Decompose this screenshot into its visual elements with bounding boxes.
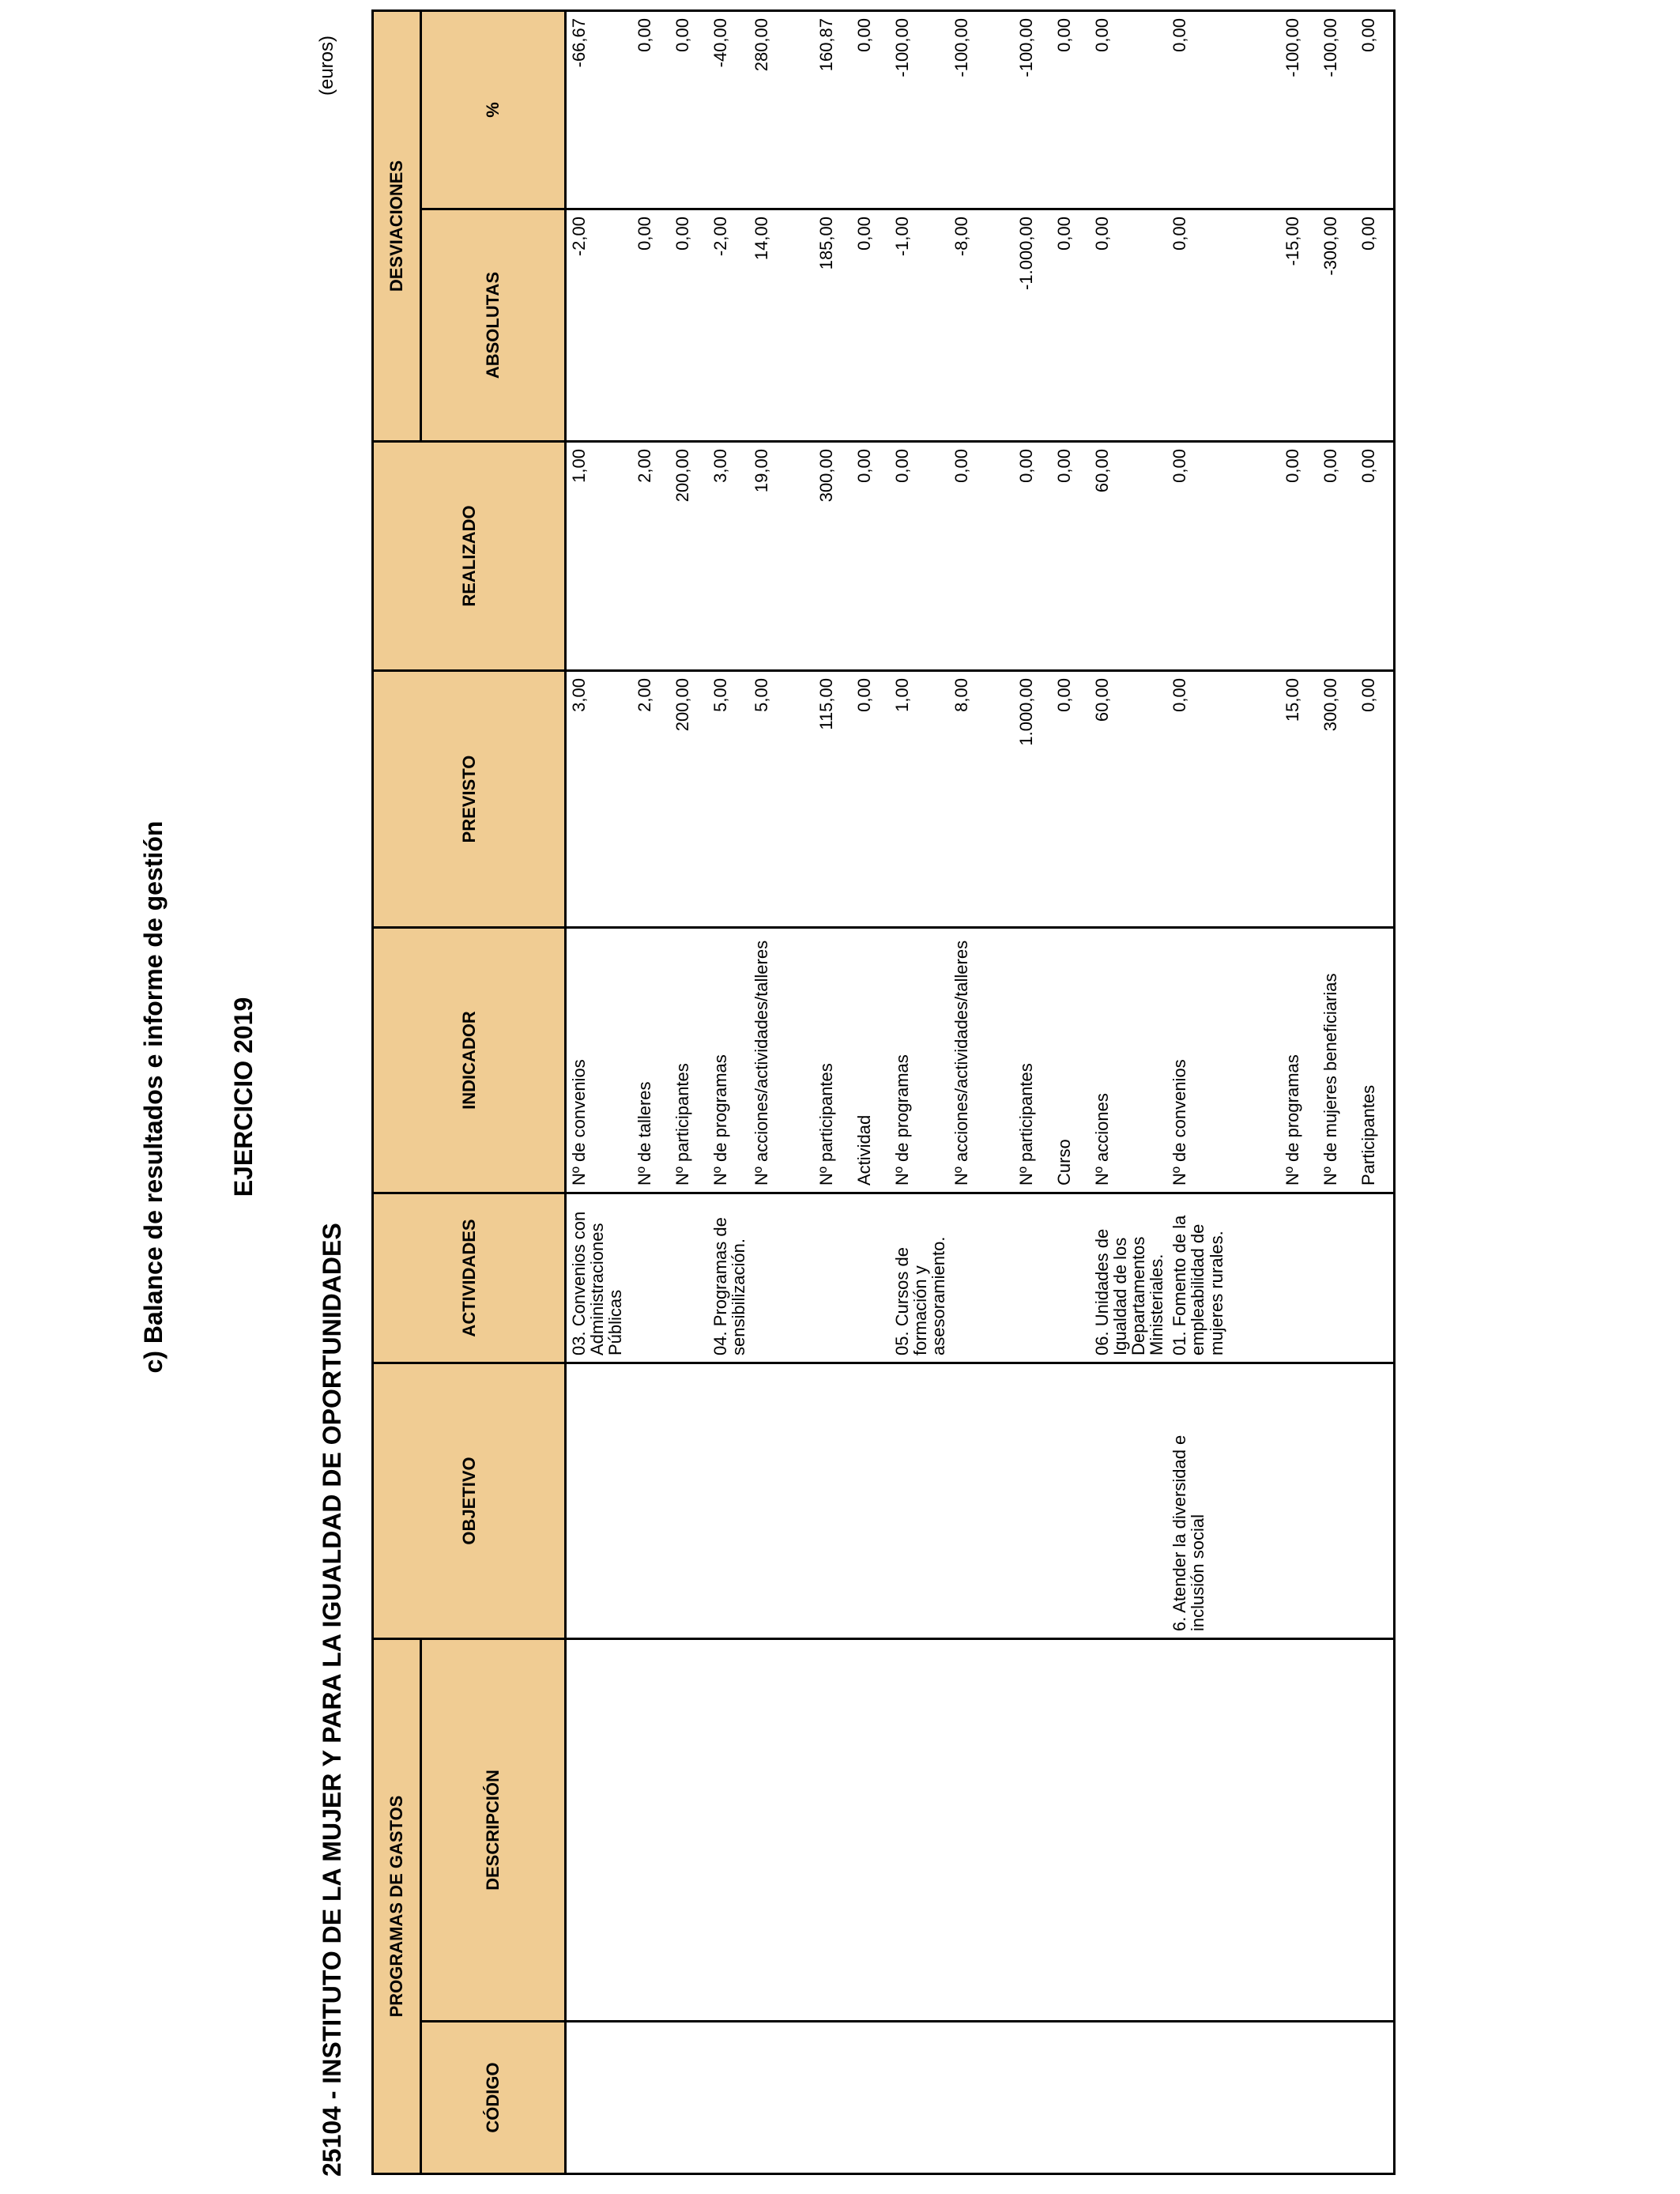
table-row xyxy=(566,10,632,2173)
cell-indicador: Nº de programas xyxy=(708,928,749,1193)
units-label: (euros) xyxy=(316,35,337,96)
cell-descripcion xyxy=(1090,1639,1167,2022)
cell-previsto: 1.000,00 xyxy=(1014,671,1052,928)
cell-previsto: 5,00 xyxy=(749,671,814,928)
cell-actividad xyxy=(670,1193,708,1363)
cell-porcentaje: 0,00 xyxy=(1356,10,1394,209)
cell-indicador: Nº de convenios xyxy=(1167,928,1280,1193)
cell-porcentaje: 0,00 xyxy=(1052,10,1090,209)
cell-codigo xyxy=(708,2022,749,2174)
cell-objetivo xyxy=(814,1363,852,1639)
cell-codigo xyxy=(814,2022,852,2174)
cell-objetivo xyxy=(1014,1363,1052,1639)
cell-codigo xyxy=(1167,2022,1280,2174)
cell-descripcion xyxy=(949,1639,1014,2022)
cell-realizado: 0,00 xyxy=(890,442,949,671)
cell-previsto: 2,00 xyxy=(632,671,670,928)
cell-absolutas: 0,00 xyxy=(632,209,670,442)
table-row xyxy=(814,10,852,2173)
cell-previsto: 15,00 xyxy=(1280,671,1318,928)
cell-objetivo xyxy=(852,1363,890,1639)
table-row xyxy=(632,10,670,2173)
cell-previsto: 3,00 xyxy=(566,671,632,928)
cell-actividad: 01. Fomento de la empleabilidad de mujeres rurales. xyxy=(1167,1193,1280,1363)
cell-previsto: 0,00 xyxy=(852,671,890,928)
cell-realizado: 2,00 xyxy=(632,442,670,671)
cell-objetivo xyxy=(1280,1363,1318,1639)
cell-previsto: 60,00 xyxy=(1090,671,1167,928)
cell-porcentaje: -100,00 xyxy=(1318,10,1356,209)
cell-porcentaje: -100,00 xyxy=(1280,10,1318,209)
table-row xyxy=(949,10,1014,2173)
results-table xyxy=(371,9,1396,2175)
table-row xyxy=(1167,10,1280,2173)
cell-porcentaje: 0,00 xyxy=(852,10,890,209)
cell-absolutas: -300,00 xyxy=(1318,209,1356,442)
cell-indicador: Nº de talleres xyxy=(632,928,670,1193)
cell-indicador: Nº de programas xyxy=(1280,928,1318,1193)
cell-porcentaje: 160,87 xyxy=(814,10,852,209)
table-row xyxy=(1356,10,1394,2173)
cell-objetivo xyxy=(949,1363,1014,1639)
cell-absolutas: -8,00 xyxy=(949,209,1014,442)
cell-actividad: 04. Programas de sensibilización. xyxy=(708,1193,749,1363)
cell-realizado: 0,00 xyxy=(1356,442,1394,671)
table-row xyxy=(1280,10,1318,2173)
group-header-programas: PROGRAMAS DE GASTOS xyxy=(373,1639,421,2174)
cell-objetivo xyxy=(1356,1363,1394,1639)
cell-descripcion xyxy=(1280,1639,1318,2022)
table-row xyxy=(1052,10,1090,2173)
table-row xyxy=(1318,10,1356,2173)
cell-descripcion xyxy=(852,1639,890,2022)
cell-realizado: 19,00 xyxy=(749,442,814,671)
cell-realizado: 3,00 xyxy=(708,442,749,671)
cell-descripcion xyxy=(890,1639,949,2022)
cell-actividad: 05. Cursos de formación y asesoramiento. xyxy=(890,1193,949,1363)
cell-realizado: 0,00 xyxy=(1280,442,1318,671)
cell-absolutas: 0,00 xyxy=(1052,209,1090,442)
cell-absolutas: -15,00 xyxy=(1280,209,1318,442)
col-header-realizado: REALIZADO xyxy=(373,442,566,671)
cell-codigo xyxy=(1280,2022,1318,2174)
cell-actividad xyxy=(632,1193,670,1363)
group-header-desviaciones: DESVIACIONES xyxy=(373,10,421,441)
cell-descripcion xyxy=(1167,1639,1280,2022)
cell-objetivo xyxy=(670,1363,708,1639)
table-body xyxy=(566,10,1395,2173)
cell-absolutas: -2,00 xyxy=(566,209,632,442)
cell-descripcion xyxy=(814,1639,852,2022)
col-header-descripcion: DESCRIPCIÓN xyxy=(421,1639,566,2022)
cell-descripcion xyxy=(749,1639,814,2022)
cell-actividad xyxy=(814,1193,852,1363)
section-title: c) Balance de resultados e informe de gestión xyxy=(139,820,168,1374)
cell-actividad xyxy=(1318,1193,1356,1363)
cell-indicador: Curso xyxy=(1052,928,1090,1193)
cell-realizado: 0,00 xyxy=(1318,442,1356,671)
cell-realizado: 0,00 xyxy=(1052,442,1090,671)
cell-objetivo xyxy=(566,1363,632,1639)
cell-realizado: 0,00 xyxy=(852,442,890,671)
cell-codigo xyxy=(1356,2022,1394,2174)
cell-actividad xyxy=(1356,1193,1394,1363)
col-header-objetivo: OBJETIVO xyxy=(373,1363,566,1639)
col-header-porcentaje: % xyxy=(421,10,566,209)
cell-descripcion xyxy=(1014,1639,1052,2022)
cell-objetivo xyxy=(1052,1363,1090,1639)
cell-codigo xyxy=(1090,2022,1167,2174)
cell-descripcion xyxy=(632,1639,670,2022)
cell-absolutas: -2,00 xyxy=(708,209,749,442)
cell-codigo xyxy=(949,2022,1014,2174)
table-row xyxy=(852,10,890,2173)
cell-previsto: 300,00 xyxy=(1318,671,1356,928)
cell-descripcion xyxy=(1052,1639,1090,2022)
cell-absolutas: -1.000,00 xyxy=(1014,209,1052,442)
cell-codigo xyxy=(749,2022,814,2174)
cell-absolutas: 14,00 xyxy=(749,209,814,442)
cell-objetivo xyxy=(708,1363,749,1639)
cell-previsto: 200,00 xyxy=(670,671,708,928)
cell-indicador: Nº acciones/actividades/talleres xyxy=(749,928,814,1193)
cell-realizado: 0,00 xyxy=(949,442,1014,671)
cell-codigo xyxy=(632,2022,670,2174)
cell-porcentaje: 0,00 xyxy=(632,10,670,209)
cell-objetivo xyxy=(1090,1363,1167,1639)
cell-previsto: 0,00 xyxy=(1356,671,1394,928)
cell-indicador: Nº participantes xyxy=(814,928,852,1193)
col-header-absolutas: ABSOLUTAS xyxy=(421,209,566,442)
cell-descripcion xyxy=(708,1639,749,2022)
cell-actividad: 06. Unidades de Igualdad de los Departamentos Ministeriales. xyxy=(1090,1193,1167,1363)
cell-indicador: Nº acciones/actividades/talleres xyxy=(949,928,1014,1193)
cell-codigo xyxy=(1014,2022,1052,2174)
cell-codigo xyxy=(852,2022,890,2174)
cell-previsto: 5,00 xyxy=(708,671,749,928)
cell-actividad: 03. Convenios con Administraciones Públicas xyxy=(566,1193,632,1363)
cell-absolutas: -1,00 xyxy=(890,209,949,442)
cell-realizado: 60,00 xyxy=(1090,442,1167,671)
cell-indicador: Nº de mujeres beneficiarias xyxy=(1318,928,1356,1193)
cell-actividad xyxy=(949,1193,1014,1363)
table-row xyxy=(708,10,749,2173)
cell-objetivo: 6. Atender la diversidad e inclusión social xyxy=(1167,1363,1280,1639)
cell-porcentaje: 0,00 xyxy=(670,10,708,209)
entity-title: 25104 - INSTITUTO DE LA MUJER Y PARA LA IGUALDAD DE OPORTUNIDADES xyxy=(318,1223,346,2177)
cell-actividad xyxy=(1014,1193,1052,1363)
cell-actividad xyxy=(749,1193,814,1363)
table-row xyxy=(1090,10,1167,2173)
table-row xyxy=(670,10,708,2173)
cell-previsto: 0,00 xyxy=(1052,671,1090,928)
cell-previsto: 0,00 xyxy=(1167,671,1280,928)
table-row xyxy=(749,10,814,2173)
cell-indicador: Nº participantes xyxy=(670,928,708,1193)
cell-porcentaje: 280,00 xyxy=(749,10,814,209)
cell-porcentaje: 0,00 xyxy=(1167,10,1280,209)
cell-indicador: Nº de programas xyxy=(890,928,949,1193)
cell-codigo xyxy=(566,2022,632,2174)
cell-descripcion xyxy=(1318,1639,1356,2022)
cell-codigo xyxy=(1318,2022,1356,2174)
cell-indicador: Participantes xyxy=(1356,928,1394,1193)
col-header-codigo: CÓDIGO xyxy=(421,2022,566,2174)
cell-codigo xyxy=(890,2022,949,2174)
cell-realizado: 200,00 xyxy=(670,442,708,671)
col-header-actividades: ACTIVIDADES xyxy=(373,1193,566,1363)
cell-actividad xyxy=(1052,1193,1090,1363)
col-header-previsto: PREVISTO xyxy=(373,671,566,928)
cell-realizado: 0,00 xyxy=(1167,442,1280,671)
col-header-indicador: INDICADOR xyxy=(373,928,566,1193)
cell-actividad xyxy=(1280,1193,1318,1363)
cell-indicador: Actividad xyxy=(852,928,890,1193)
cell-previsto: 1,00 xyxy=(890,671,949,928)
year-title: EJERCICIO 2019 xyxy=(229,997,258,1197)
cell-objetivo xyxy=(632,1363,670,1639)
cell-objetivo xyxy=(749,1363,814,1639)
cell-previsto: 8,00 xyxy=(949,671,1014,928)
cell-objetivo xyxy=(890,1363,949,1639)
cell-porcentaje: -100,00 xyxy=(949,10,1014,209)
cell-descripcion xyxy=(670,1639,708,2022)
cell-porcentaje: -100,00 xyxy=(1014,10,1052,209)
cell-codigo xyxy=(1052,2022,1090,2174)
cell-descripcion xyxy=(1356,1639,1394,2022)
cell-descripcion xyxy=(566,1639,632,2022)
cell-realizado: 0,00 xyxy=(1014,442,1052,671)
table-row xyxy=(1014,10,1052,2173)
cell-porcentaje: -100,00 xyxy=(890,10,949,209)
cell-indicador: Nº acciones xyxy=(1090,928,1167,1193)
cell-realizado: 300,00 xyxy=(814,442,852,671)
cell-indicador: Nº participantes xyxy=(1014,928,1052,1193)
cell-absolutas: 0,00 xyxy=(852,209,890,442)
cell-absolutas: 0,00 xyxy=(1356,209,1394,442)
cell-porcentaje: -40,00 xyxy=(708,10,749,209)
table-row xyxy=(890,10,949,2173)
cell-absolutas: 0,00 xyxy=(670,209,708,442)
cell-absolutas: 0,00 xyxy=(1090,209,1167,442)
cell-porcentaje: 0,00 xyxy=(1090,10,1167,209)
cell-absolutas: 0,00 xyxy=(1167,209,1280,442)
cell-porcentaje: -66,67 xyxy=(566,10,632,209)
cell-realizado: 1,00 xyxy=(566,442,632,671)
cell-actividad xyxy=(852,1193,890,1363)
cell-absolutas: 185,00 xyxy=(814,209,852,442)
cell-previsto: 115,00 xyxy=(814,671,852,928)
cell-codigo xyxy=(670,2022,708,2174)
cell-objetivo xyxy=(1318,1363,1356,1639)
cell-indicador: Nº de convenios xyxy=(566,928,632,1193)
